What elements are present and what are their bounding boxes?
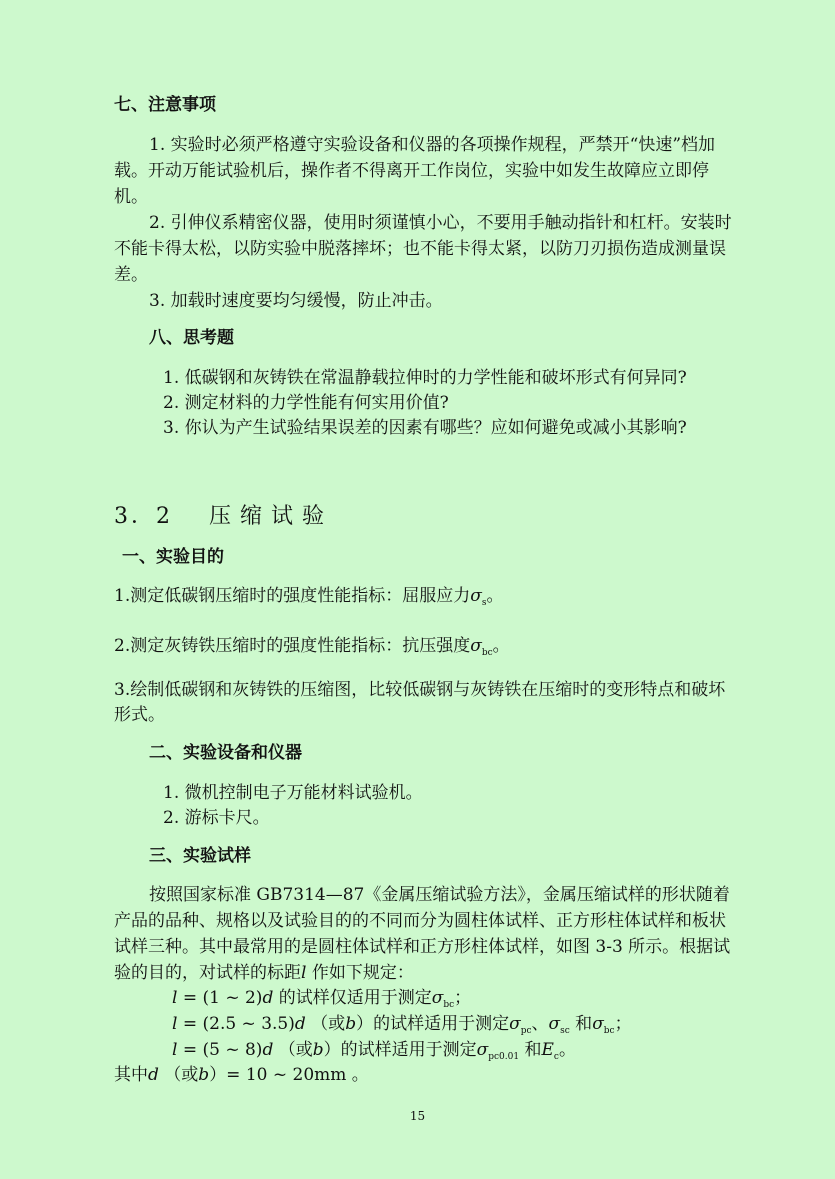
section-8-heading: 八、思考题 (149, 328, 234, 348)
question-2: 2. 测定材料的力学性能有何实用价值? (163, 393, 449, 413)
equipment-heading: 二、实验设备和仪器 (149, 743, 302, 763)
page-number: 15 (409, 1109, 426, 1123)
formula-2: l = (2.5 ~ 3.5)d （或b）的试样适用于测定$\sigma_{pc}$、$\sigma_{sc}$ 和$\sigma_{bc}$； (172, 1014, 632, 1036)
equipment-item-2: 2. 游标卡尺。 (163, 808, 270, 828)
section-7-item-2-line-1: 2. 引伸仪系精密仪器，使用时须谨慎小心，不要用手触动指针和杠杆。安装时 (149, 213, 732, 233)
purpose-item-1: 1.测定低碳钢压缩时的强度性能指标：屈服应力$\sigma_s$。 (114, 586, 504, 608)
chapter-name: 压缩试验 (209, 504, 334, 529)
question-3: 3. 你认为产生试验结果误差的因素有哪些？应如何避免或减小其影响? (163, 418, 687, 438)
section-7-heading: 七、注意事项 (114, 95, 216, 115)
chapter-title (114, 503, 333, 531)
specimen-paragraph-line-1: 按照国家标准 GB7314—87《金属压缩试验方法》，金属压缩试样的形状随着 (149, 885, 730, 905)
specimen-size-note: 其中d （或b）= 10 ~ 20mm 。 (114, 1065, 369, 1085)
specimen-paragraph-line-2: 产品的品种、规格以及试验目的的不同而分为圆柱体试样、正方形柱体试样和板状 (114, 911, 726, 931)
specimen-paragraph-line-3: 试样三种。其中最常用的是圆柱体试样和正方形柱体试样，如图 3-3 所示。根据试 (114, 937, 731, 957)
section-7-item-3: 3. 加载时速度要均匀缓慢，防止冲击。 (149, 291, 443, 311)
section-7-item-2-line-3: 差。 (114, 265, 148, 285)
chapter-number: 3．2 (114, 504, 173, 529)
section-7-item-1-line-3: 机。 (114, 187, 148, 207)
specimen-heading: 三、实验试样 (149, 846, 251, 866)
formula-1: l = (1 ~ 2)d 的试样仅适用于测定$\sigma_{bc}$； (172, 988, 472, 1010)
formula-3: l = (5 ~ 8)d （或b）的试样适用于测定$\sigma_{pc0.01}$ 和$E_c$。 (172, 1040, 576, 1062)
equipment-item-1: 1. 微机控制电子万能材料试验机。 (163, 783, 423, 803)
question-1: 1. 低碳钢和灰铸铁在常温静载拉伸时的力学性能和破坏形式有何异同? (163, 368, 687, 388)
purpose-item-3-line-1: 3.绘制低碳钢和灰铸铁的压缩图，比较低碳钢与灰铸铁在压缩时的变形特点和破坏 (114, 680, 726, 700)
purpose-item-2: 2.测定灰铸铁压缩时的强度性能指标：抗压强度$\sigma_{bc}$。 (114, 636, 510, 658)
purpose-heading: 一、实验目的 (122, 547, 224, 567)
section-7-item-1-line-1: 1. 实验时必须严格遵守实验设备和仪器的各项操作规程，严禁开“快速”档加 (149, 135, 716, 155)
section-7-item-2-line-2: 不能卡得太松，以防实验中脱落摔坏；也不能卡得太紧，以防刀刃损伤造成测量误 (114, 239, 726, 259)
specimen-paragraph-line-4: 验的目的，对试样的标距l 作如下规定： (114, 963, 414, 983)
purpose-item-3-line-2: 形式。 (114, 705, 165, 725)
section-7-item-1-line-2: 载。开动万能试验机后，操作者不得离开工作岗位，实验中如发生故障应立即停 (114, 161, 709, 181)
